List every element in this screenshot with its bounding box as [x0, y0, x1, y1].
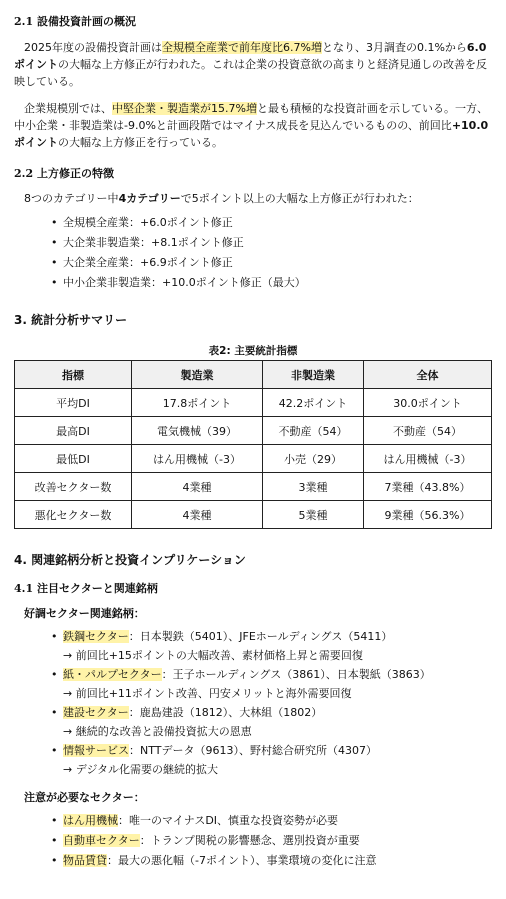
section-2-1-heading: 2.1 設備投資計画の概況 — [14, 15, 136, 28]
table-row — [15, 389, 492, 417]
sector-note: → 継続的な改善と設備投資拡大の恩恵 — [63, 725, 252, 738]
bold-text: +10.0ポイント — [14, 119, 489, 149]
sector-comment: ：最大の悪化幅（-7ポイント）、事業環境の変化に注意 — [107, 854, 377, 867]
sector-name: 自動車セクター — [63, 834, 140, 847]
paragraph-investment-overview — [14, 39, 492, 90]
good-sectors-list — [14, 627, 492, 779]
caution-sectors-label: 注意が必要なセクター： — [24, 791, 145, 804]
text: 8つのカテゴリー中 — [24, 192, 119, 205]
table-cell: 改善セクター数 — [15, 473, 132, 501]
table-caption: 表2: 主要統計指標 — [208, 345, 298, 357]
sector-stocks: ：日本製鉄（5401）、JFEホールディングス（5411） — [128, 630, 393, 643]
table-cell: 最高DI — [15, 417, 132, 445]
table-header-row — [15, 361, 492, 389]
table-row — [15, 445, 492, 473]
revision-intro — [14, 190, 492, 207]
table-cell: 小売（29） — [263, 445, 364, 473]
list-item: • 中小企業非製造業：+10.0ポイント修正（最大） — [14, 273, 492, 293]
header-manufacturing: 製造業 — [132, 361, 263, 389]
sector-comment: ：唯一のマイナスDI、慎重な投資姿勢が必要 — [118, 814, 339, 827]
table-cell: 4業種 — [132, 473, 263, 501]
highlight: 中堅企業・製造業が15.7%増 — [112, 102, 257, 115]
good-sectors-label: 好調セクター関連銘柄： — [24, 607, 145, 620]
text: の大幅な上方修正が行われた。これは企業の投資意欲の高まりと経済見通しの改善を反映している。 — [14, 58, 487, 88]
list-item: • 全規模全産業：+6.0ポイント修正 — [14, 213, 492, 233]
table-cell: 平均DI — [15, 389, 132, 417]
table-cell: はん用機械（-3） — [132, 445, 263, 473]
table-cell: 17.8ポイント — [132, 389, 263, 417]
text: 企業規模別では、 — [24, 102, 112, 115]
sector-note: → 前回比+15ポイントの大幅改善、素材価格上昇と需要回復 — [63, 649, 363, 662]
table-cell: 最低DI — [15, 445, 132, 473]
table-cell: 4業種 — [132, 501, 263, 529]
table-cell: 9業種（56.3%） — [364, 501, 492, 529]
list-item — [14, 703, 492, 741]
list-item: • 大企業非製造業：+8.1ポイント修正 — [14, 233, 492, 253]
list-item — [14, 665, 492, 703]
sector-stocks: ：鹿島建設（1812）、大林組（1802） — [128, 706, 323, 719]
table-cell: 悪化セクター数 — [15, 501, 132, 529]
sector-note: → 前回比+11ポイント改善、円安メリットと海外需要回復 — [63, 687, 352, 700]
sector-name: 紙・パルプセクター — [63, 668, 162, 681]
bold-text: 4カテゴリー — [118, 192, 181, 205]
list-item — [14, 811, 492, 831]
table-cell: 不動産（54） — [364, 417, 492, 445]
sector-comment: ：トランプ関税の影響懸念、選別投資が重要 — [139, 834, 360, 847]
list-item — [14, 627, 492, 665]
header-non-manufacturing: 非製造業 — [263, 361, 364, 389]
table-cell: 7業種（43.8%） — [364, 473, 492, 501]
highlight: 全規模全産業で前年度比6.7%増 — [162, 41, 322, 54]
sector-stocks: ：NTTデータ（9613）、野村総合研究所（4307） — [129, 744, 377, 757]
list-item: • 大企業全産業：+6.9ポイント修正 — [14, 253, 492, 273]
revision-list — [14, 213, 492, 293]
table-row — [15, 473, 492, 501]
table-cell: はん用機械（-3） — [364, 445, 492, 473]
header-indicator: 指標 — [15, 361, 132, 389]
paragraph-size-breakdown — [14, 100, 492, 151]
stats-table — [14, 360, 492, 529]
header-total: 全体 — [364, 361, 492, 389]
table-cell: 42.2ポイント — [263, 389, 364, 417]
text: 2025年度の設備投資計画は — [24, 41, 162, 54]
list-item — [14, 741, 492, 779]
text: と最も積極的な投資計画を示している。一方、中小企業・非製造業は-9.0%と計画段階ではマイナス成長を見込んでいるものの、前回比 — [14, 102, 488, 132]
table-cell: 3業種 — [263, 473, 364, 501]
table-row — [15, 417, 492, 445]
caution-sectors-list — [14, 811, 492, 871]
section-2-2-heading: 2.2 上方修正の特徴 — [14, 167, 114, 180]
sector-name: 情報サービス — [63, 744, 129, 757]
table-row — [15, 501, 492, 529]
bold-text: 6.0ポイント — [14, 41, 487, 71]
text: となり、3月調査の0.1%から — [321, 41, 467, 54]
list-item — [14, 831, 492, 851]
table-cell: 不動産（54） — [263, 417, 364, 445]
sector-name: 鉄鋼セクター — [63, 630, 129, 643]
sector-name: 物品賃貸 — [63, 854, 107, 867]
text: の大幅な上方修正を行っている。 — [58, 136, 223, 149]
table-cell: 30.0ポイント — [364, 389, 492, 417]
sector-stocks: ：王子ホールディングス（3861）、日本製紙（3863） — [161, 668, 431, 681]
section-3-heading: 3. 統計分析サマリー — [14, 313, 128, 327]
sector-name: はん用機械 — [63, 814, 118, 827]
table-cell: 5業種 — [263, 501, 364, 529]
section-4-heading: 4. 関連銘柄分析と投資インプリケーション — [14, 553, 246, 567]
section-4-1-heading: 4.1 注目セクターと関連銘柄 — [14, 582, 158, 595]
sector-name: 建設セクター — [63, 706, 129, 719]
list-item — [14, 851, 492, 871]
text: で5ポイント以上の大幅な上方修正が行われた： — [180, 192, 419, 205]
sector-note: → デジタル化需要の継続的拡大 — [63, 763, 219, 776]
table-cell: 電気機械（39） — [132, 417, 263, 445]
